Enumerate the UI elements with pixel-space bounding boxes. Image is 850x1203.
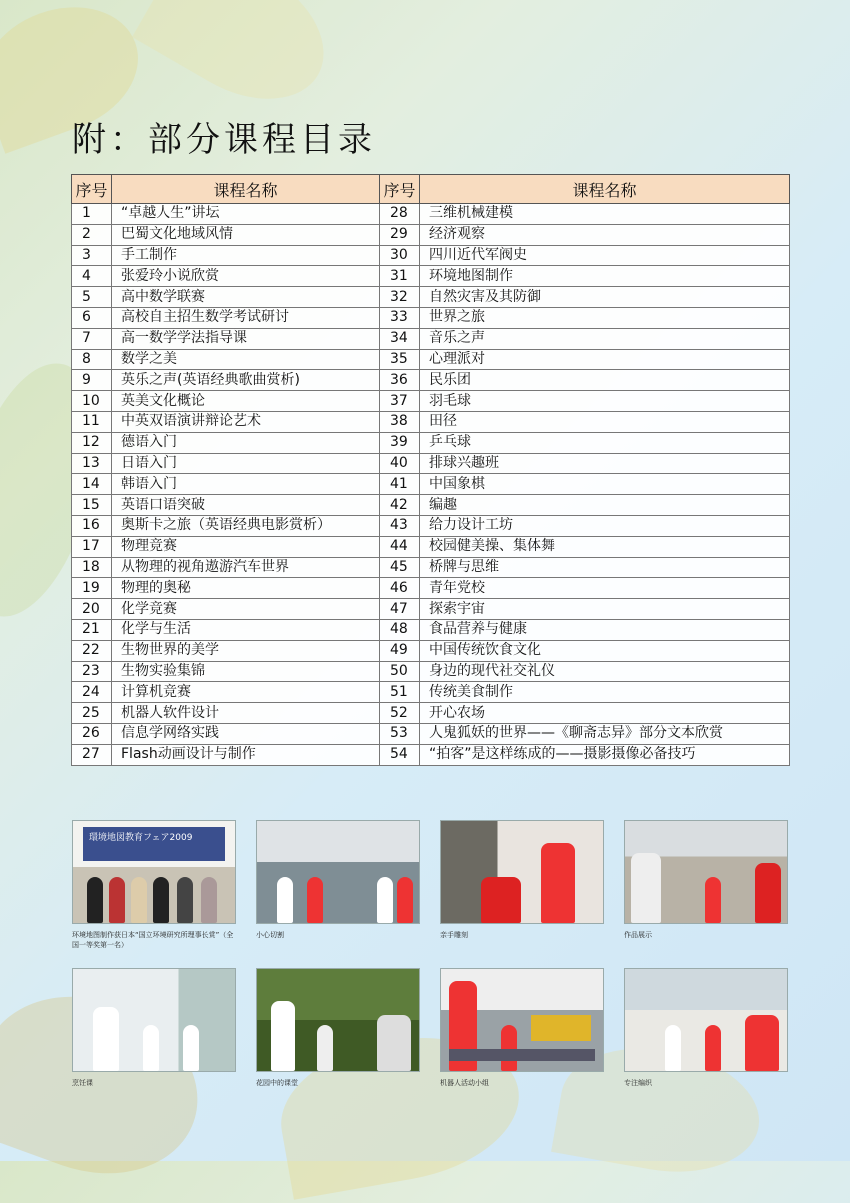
course-number: 33 <box>380 307 420 328</box>
course-number: 40 <box>380 453 420 474</box>
course-name: 手工制作 <box>112 245 380 266</box>
photo-caption: 机器人活动小组 <box>440 1079 489 1087</box>
table-row <box>72 204 790 225</box>
course-number: 31 <box>380 266 420 287</box>
course-name: 英语口语突破 <box>112 495 380 516</box>
course-number: 38 <box>380 411 420 432</box>
photo-cutting <box>256 820 420 940</box>
course-name: 自然灾害及其防御 <box>420 287 790 308</box>
course-number: 24 <box>72 682 112 703</box>
table-row <box>72 391 790 412</box>
course-number: 16 <box>72 515 112 536</box>
photo-image <box>624 968 788 1072</box>
course-number: 42 <box>380 495 420 516</box>
course-name: 英美文化概论 <box>112 391 380 412</box>
photo-caption: 专注编织 <box>624 1079 652 1087</box>
table-row <box>72 744 790 765</box>
course-number: 53 <box>380 723 420 744</box>
table-row <box>72 557 790 578</box>
course-name: 化学与生活 <box>112 619 380 640</box>
course-name: Flash动画设计与制作 <box>112 744 380 765</box>
table-row <box>72 287 790 308</box>
course-name: 心理派对 <box>420 349 790 370</box>
course-number: 54 <box>380 744 420 765</box>
photo-caption: 花园中的课堂 <box>256 1079 298 1087</box>
course-number: 2 <box>72 224 112 245</box>
course-number: 7 <box>72 328 112 349</box>
course-number: 3 <box>72 245 112 266</box>
course-number: 22 <box>72 640 112 661</box>
course-name: 食品营养与健康 <box>420 619 790 640</box>
photo-image <box>440 968 604 1072</box>
table-row <box>72 619 790 640</box>
course-table <box>71 174 790 766</box>
course-number: 52 <box>380 703 420 724</box>
course-name: “卓越人生”讲坛 <box>112 204 380 225</box>
course-number: 32 <box>380 287 420 308</box>
course-name: 开心农场 <box>420 703 790 724</box>
header-number: 序号 <box>380 175 420 204</box>
course-number: 44 <box>380 536 420 557</box>
table-row <box>72 599 790 620</box>
table-row <box>72 224 790 245</box>
table-row <box>72 723 790 744</box>
course-name: 德语入门 <box>112 432 380 453</box>
course-number: 20 <box>72 599 112 620</box>
course-name: 高校自主招生数学考试研讨 <box>112 307 380 328</box>
photo-award <box>72 820 236 950</box>
course-name: 民乐团 <box>420 370 790 391</box>
course-number: 27 <box>72 744 112 765</box>
course-name: 乒乓球 <box>420 432 790 453</box>
header-number: 序号 <box>72 175 112 204</box>
photo-image <box>256 820 420 924</box>
photo-knitting <box>624 968 788 1088</box>
photo-image <box>72 968 236 1072</box>
course-name: 田径 <box>420 411 790 432</box>
course-number: 8 <box>72 349 112 370</box>
course-number: 9 <box>72 370 112 391</box>
course-number: 21 <box>72 619 112 640</box>
course-number: 13 <box>72 453 112 474</box>
course-name: 物理的奥秘 <box>112 578 380 599</box>
photo-showcase <box>624 820 788 940</box>
table-header-row <box>72 175 790 204</box>
course-number: 11 <box>72 411 112 432</box>
table-row <box>72 495 790 516</box>
photo-caption: 亲手雕刻 <box>440 931 468 939</box>
course-name: 化学竞赛 <box>112 599 380 620</box>
table-row <box>72 578 790 599</box>
photo-caption: 作品展示 <box>624 931 652 939</box>
photo-image <box>624 820 788 924</box>
course-number: 17 <box>72 536 112 557</box>
course-name: 世界之旅 <box>420 307 790 328</box>
photo-image <box>256 968 420 1072</box>
course-number: 51 <box>380 682 420 703</box>
course-number: 14 <box>72 474 112 495</box>
table-row <box>72 474 790 495</box>
course-name: 身边的现代社交礼仪 <box>420 661 790 682</box>
table-row <box>72 640 790 661</box>
table-row <box>72 411 790 432</box>
course-name: 生物实验集锦 <box>112 661 380 682</box>
course-name: 物理竞赛 <box>112 536 380 557</box>
course-number: 43 <box>380 515 420 536</box>
course-number: 46 <box>380 578 420 599</box>
course-number: 45 <box>380 557 420 578</box>
photo-image <box>72 820 236 924</box>
photo-robotics <box>440 968 604 1088</box>
course-name: 校园健美操、集体舞 <box>420 536 790 557</box>
course-name: 羽毛球 <box>420 391 790 412</box>
course-number: 29 <box>380 224 420 245</box>
course-name: 三维机械建模 <box>420 204 790 225</box>
course-number: 50 <box>380 661 420 682</box>
photo-cooking <box>72 968 236 1088</box>
course-name: 生物世界的美学 <box>112 640 380 661</box>
course-name: 张爱玲小说欣赏 <box>112 266 380 287</box>
course-number: 12 <box>72 432 112 453</box>
course-name: 高一数学学法指导课 <box>112 328 380 349</box>
course-number: 15 <box>72 495 112 516</box>
photo-garden <box>256 968 420 1088</box>
course-name: 数学之美 <box>112 349 380 370</box>
course-number: 10 <box>72 391 112 412</box>
course-name: 中国传统饮食文化 <box>420 640 790 661</box>
photo-caption: 环境地图制作获日本“国立环境研究所理事长赏”（全国一等奖第一名） <box>72 931 234 949</box>
table-row <box>72 349 790 370</box>
course-number: 5 <box>72 287 112 308</box>
course-number: 49 <box>380 640 420 661</box>
course-number: 18 <box>72 557 112 578</box>
course-name: 环境地图制作 <box>420 266 790 287</box>
table-row <box>72 432 790 453</box>
photo-banner: 環境地図教育フェア2009 <box>83 827 225 861</box>
table-row <box>72 536 790 557</box>
course-name: 英乐之声(英语经典歌曲赏析) <box>112 370 380 391</box>
page-title: 附：部分课程目录 <box>72 120 376 160</box>
course-name: “拍客”是这样练成的——摄影摄像必备技巧 <box>420 744 790 765</box>
course-name: 巴蜀文化地域风情 <box>112 224 380 245</box>
course-number: 37 <box>380 391 420 412</box>
course-name: 日语入门 <box>112 453 380 474</box>
course-name: 给力设计工坊 <box>420 515 790 536</box>
course-number: 36 <box>380 370 420 391</box>
photo-caption: 烹饪课 <box>72 1079 93 1087</box>
course-table-body <box>72 204 790 766</box>
course-number: 28 <box>380 204 420 225</box>
course-name: 奥斯卡之旅（英语经典电影赏析） <box>112 515 380 536</box>
course-name: 机器人软件设计 <box>112 703 380 724</box>
course-name: 信息学网络实践 <box>112 723 380 744</box>
table-row <box>72 370 790 391</box>
table-row <box>72 515 790 536</box>
course-name: 计算机竞赛 <box>112 682 380 703</box>
table-row <box>72 328 790 349</box>
header-course-name: 课程名称 <box>112 175 380 204</box>
table-row <box>72 703 790 724</box>
course-name: 音乐之声 <box>420 328 790 349</box>
course-name: 韩语入门 <box>112 474 380 495</box>
course-name: 从物理的视角遨游汽车世界 <box>112 557 380 578</box>
course-number: 30 <box>380 245 420 266</box>
table-row <box>72 245 790 266</box>
course-number: 41 <box>380 474 420 495</box>
course-name: 中国象棋 <box>420 474 790 495</box>
course-number: 23 <box>72 661 112 682</box>
course-name: 经济观察 <box>420 224 790 245</box>
course-number: 26 <box>72 723 112 744</box>
photo-carving <box>440 820 604 940</box>
photo-caption: 小心切割 <box>256 931 284 939</box>
course-number: 48 <box>380 619 420 640</box>
table-row <box>72 682 790 703</box>
course-number: 6 <box>72 307 112 328</box>
decorative-leaf <box>132 0 348 127</box>
table-row <box>72 266 790 287</box>
table-row <box>72 453 790 474</box>
course-name: 人鬼狐妖的世界——《聊斋志异》部分文本欣赏 <box>420 723 790 744</box>
course-number: 25 <box>72 703 112 724</box>
course-number: 39 <box>380 432 420 453</box>
course-name: 排球兴趣班 <box>420 453 790 474</box>
course-number: 34 <box>380 328 420 349</box>
course-name: 探索宇宙 <box>420 599 790 620</box>
course-name: 桥牌与思维 <box>420 557 790 578</box>
course-name: 青年党校 <box>420 578 790 599</box>
course-name: 高中数学联赛 <box>112 287 380 308</box>
table-row <box>72 307 790 328</box>
course-number: 47 <box>380 599 420 620</box>
course-number: 19 <box>72 578 112 599</box>
course-name: 编趣 <box>420 495 790 516</box>
course-name: 传统美食制作 <box>420 682 790 703</box>
course-number: 35 <box>380 349 420 370</box>
table-row <box>72 661 790 682</box>
course-name: 四川近代军阀史 <box>420 245 790 266</box>
header-course-name: 课程名称 <box>420 175 790 204</box>
course-name: 中英双语演讲辩论艺术 <box>112 411 380 432</box>
photo-image <box>440 820 604 924</box>
course-number: 1 <box>72 204 112 225</box>
course-number: 4 <box>72 266 112 287</box>
